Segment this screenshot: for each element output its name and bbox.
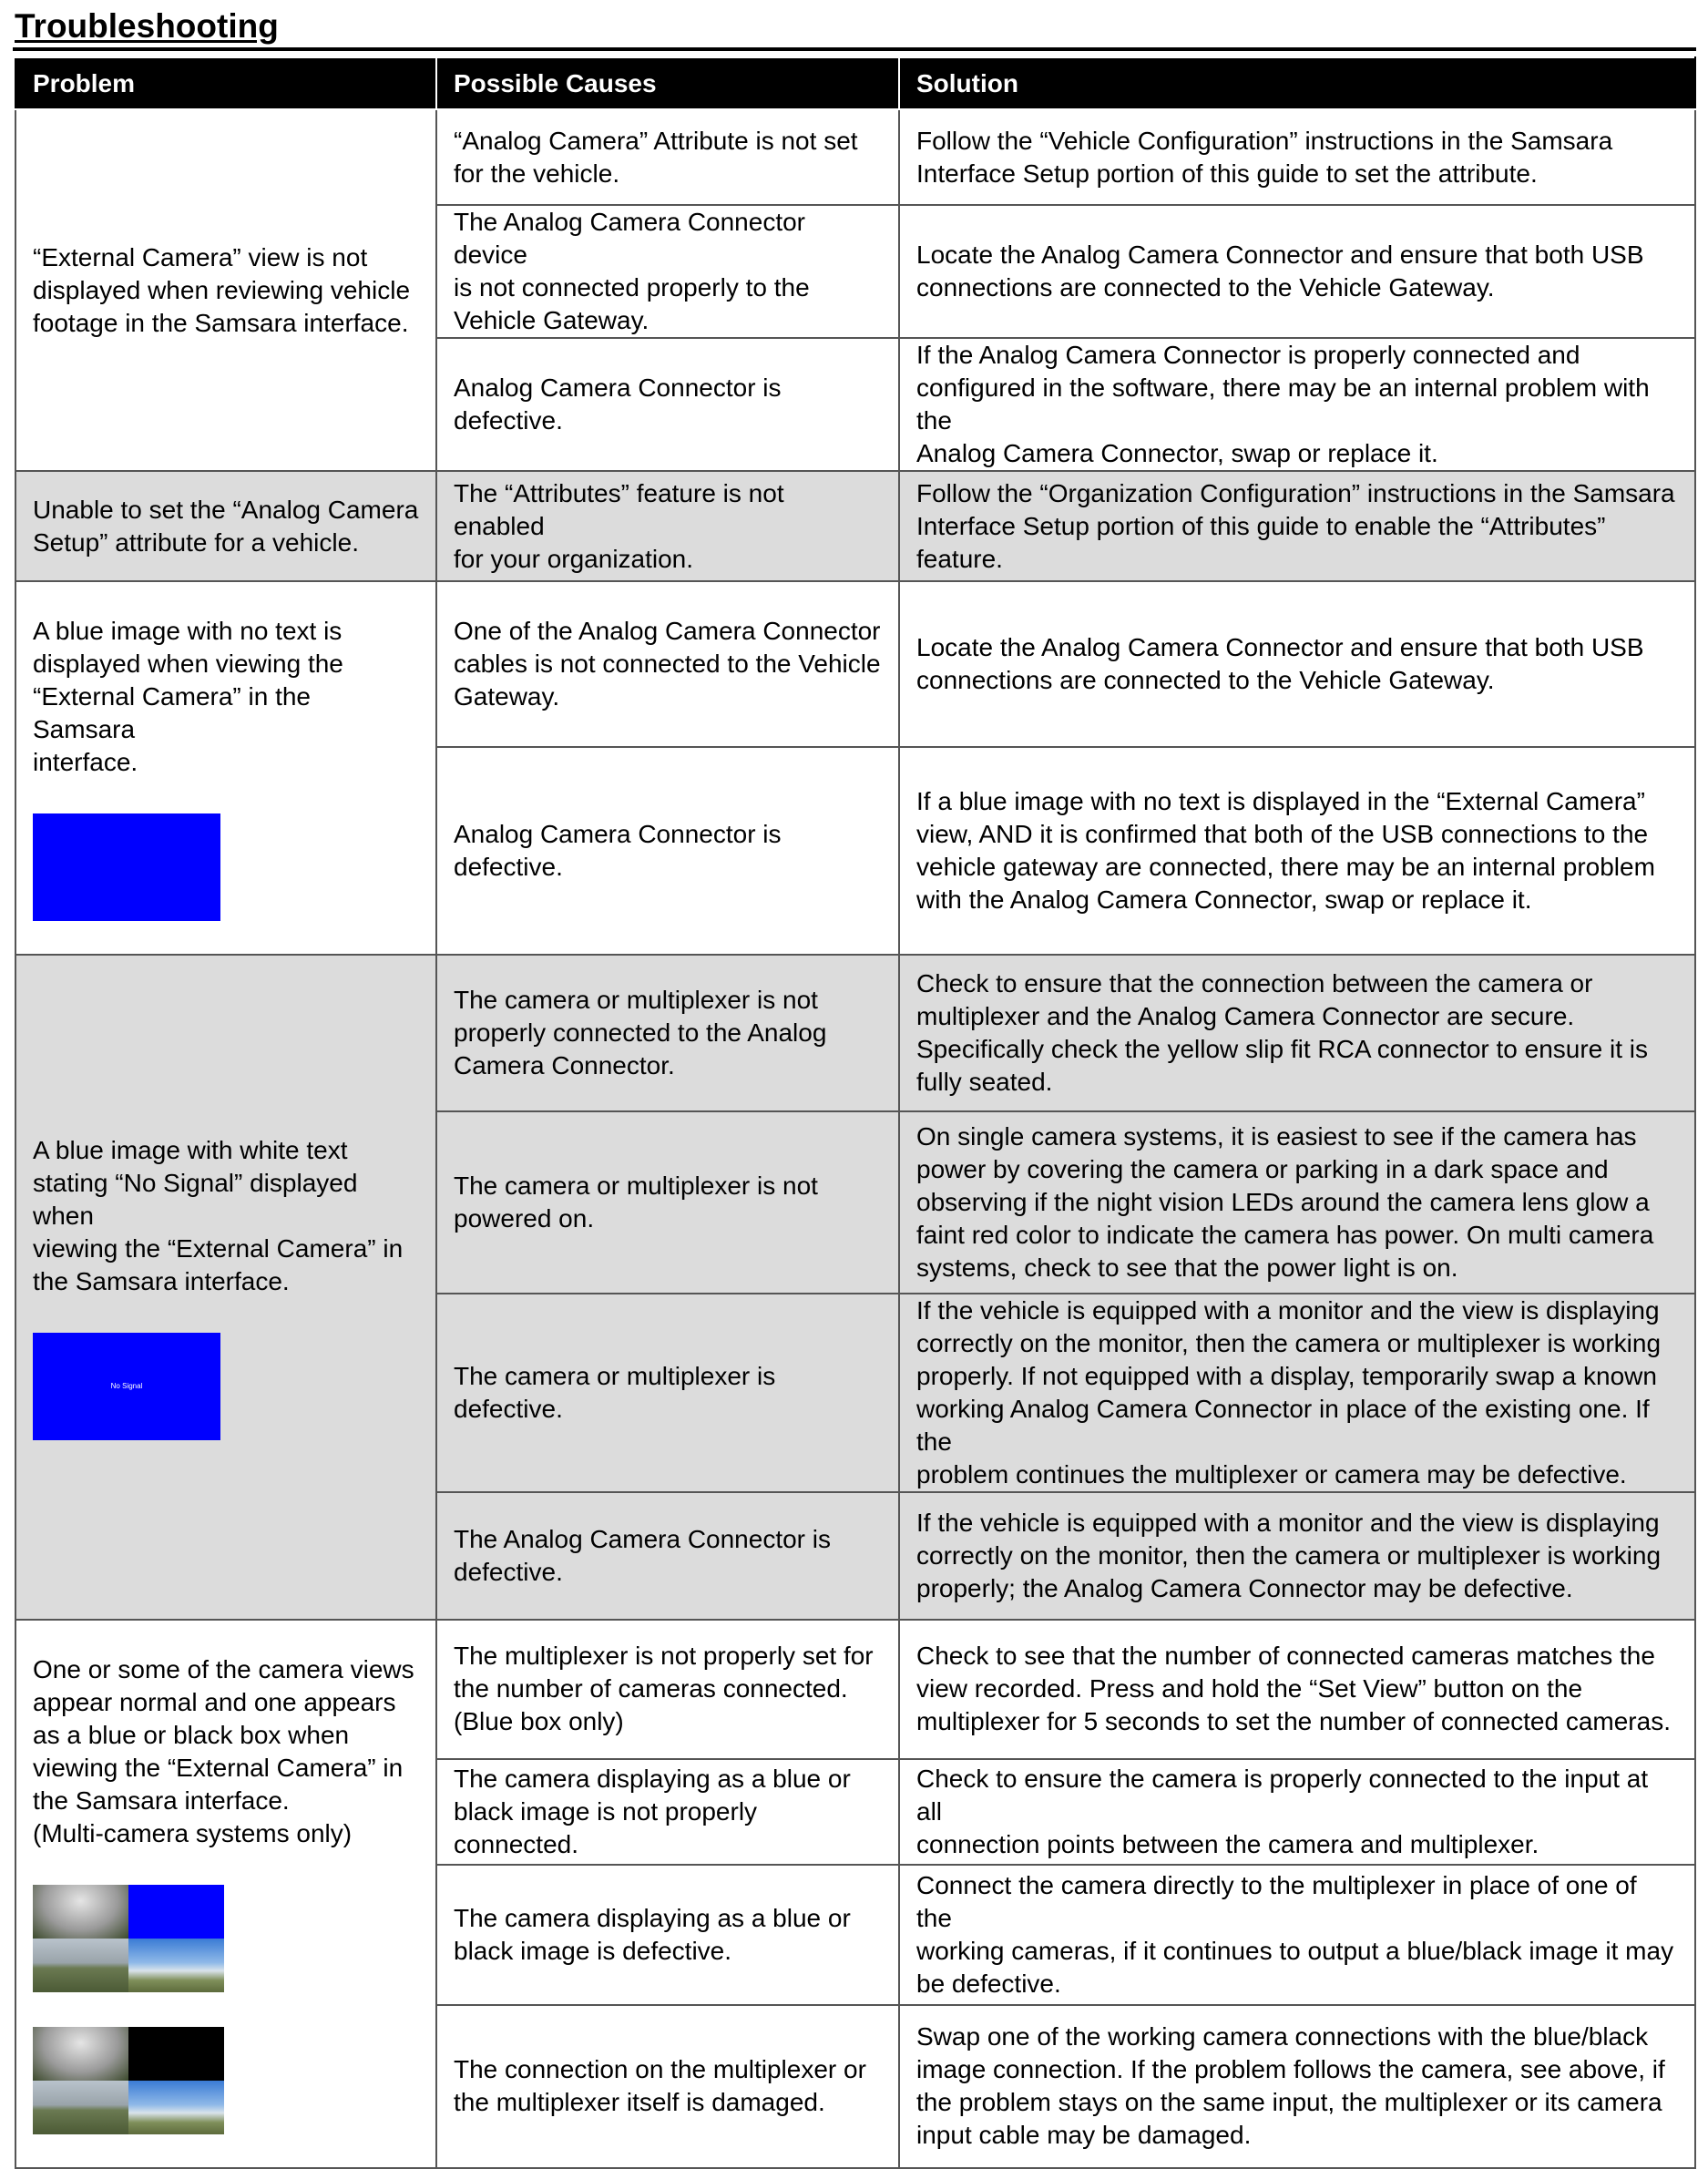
cause-cell: The multiplexer is not properly set for the number of cameras connected. (Blue box only)	[436, 1620, 899, 1759]
page-title: Troubleshooting	[15, 7, 279, 45]
cause-cell: The “Attributes” feature is not enabled for your organization.	[436, 471, 899, 581]
no-signal-text: No Signal	[110, 1382, 143, 1390]
problem-text: A blue image with no text is displayed when viewing the “External Camera” in the Samsara interface.	[33, 617, 343, 776]
problem-cell	[15, 1620, 436, 2168]
table-row	[15, 109, 1695, 205]
cause-cell: “Analog Camera” Attribute is not set for the vehicle.	[436, 109, 899, 205]
solution-cell: If the vehicle is equipped with a monitor and the view is displaying correctly on the monitor, then the camera or multiplexer is working properly. If not equipped with a display, temporarily swap a known working Analog Camera Connector in place of the existing one. If the problem continues the multiplexer or camera may be defective.	[899, 1294, 1695, 1492]
table-header-row	[15, 57, 1695, 109]
table-row	[15, 581, 1695, 747]
problem-cell	[15, 109, 436, 471]
cause-cell: Analog Camera Connector is defective.	[436, 747, 899, 955]
problem-cell	[15, 955, 436, 1620]
problem-cell: Unable to set the “Analog Camera Setup” attribute for a vehicle.	[15, 471, 436, 581]
cause-cell: The camera displaying as a blue or black image is not properly connected.	[436, 1759, 899, 1865]
solution-cell: If the vehicle is equipped with a monitor and the view is displaying correctly on the monitor, then the camera or multiplexer is working properly; the Analog Camera Connector may be defective.	[899, 1492, 1695, 1620]
cause-cell: The Analog Camera Connector is defective.	[436, 1492, 899, 1620]
multi-camera-blue-image	[33, 1885, 224, 1992]
cause-cell: The camera or multiplexer is not powered on.	[436, 1111, 899, 1294]
problem-cell	[15, 581, 436, 955]
camera-view-quadrant	[128, 1939, 224, 1992]
solution-cell: Locate the Analog Camera Connector and ensure that both USB connections are connected to the Vehicle Gateway.	[899, 581, 1695, 747]
troubleshooting-table	[15, 56, 1696, 2169]
solution-cell: Check to ensure that the connection between the camera or multiplexer and the Analog Camera Connector are secure. Specifically check the yellow slip fit RCA connector to ensure it is fully seated.	[899, 955, 1695, 1111]
problem-text: A blue image with white text stating “No Signal” displayed when viewing the “External Camera” in the Samsara interface.	[33, 1136, 404, 1295]
camera-view-quadrant	[33, 1939, 128, 1992]
solution-cell: On single camera systems, it is easiest to see if the camera has power by covering the camera or parking in a dark space and observing if the night vision LEDs around the camera lens glow a faint red color to indicate the camera has power. On multi camera systems, check to see that the power light is on.	[899, 1111, 1695, 1294]
header-causes: Possible Causes	[436, 57, 899, 109]
problem-text: One or some of the camera views appear normal and one appears as a blue or black box when viewing the “External Camera” in the Samsara interface. (Multi-camera systems only)	[33, 1655, 414, 1847]
camera-view-quadrant	[33, 2081, 128, 2134]
solution-cell: Check to ensure the camera is properly connected to the input at all connection points between the camera and multiplexer.	[899, 1759, 1695, 1865]
cause-cell: The connection on the multiplexer or the multiplexer itself is damaged.	[436, 2005, 899, 2168]
no-signal-image	[33, 1333, 220, 1440]
cause-cell: The camera displaying as a blue or black image is defective.	[436, 1865, 899, 2005]
blue-box-quadrant	[128, 1885, 224, 1939]
camera-view-quadrant	[33, 1885, 128, 1939]
solution-cell: If the Analog Camera Connector is properly connected and configured in the software, there may be an internal problem with the Analog Camera Connector, swap or replace it.	[899, 338, 1695, 471]
title-rule	[13, 47, 1696, 51]
table-row	[15, 955, 1695, 1111]
black-box-quadrant	[128, 2027, 224, 2081]
cause-cell: Analog Camera Connector is defective.	[436, 338, 899, 471]
cause-cell: The camera or multiplexer is defective.	[436, 1294, 899, 1492]
solution-cell: Swap one of the working camera connections with the blue/black image connection. If the problem follows the camera, see above, if the problem stays on the same input, the multiplexer or its camera input cable may be damaged.	[899, 2005, 1695, 2168]
cause-cell: The camera or multiplexer is not properly connected to the Analog Camera Connector.	[436, 955, 899, 1111]
cause-cell: The Analog Camera Connector device is not connected properly to the Vehicle Gateway.	[436, 205, 899, 338]
solution-cell: If a blue image with no text is displayed in the “External Camera” view, AND it is confirmed that both of the USB connections to the vehicle gateway are connected, there may be an internal problem with the Analog Camera Connector, swap or replace it.	[899, 747, 1695, 955]
solution-cell: Connect the camera directly to the multiplexer in place of one of the working cameras, if it continues to output a blue/black image it may be defective.	[899, 1865, 1695, 2005]
camera-view-quadrant	[128, 2081, 224, 2134]
table-row	[15, 471, 1695, 581]
header-problem: Problem	[15, 57, 436, 109]
solution-cell: Check to see that the number of connected cameras matches the view recorded. Press and hold the “Set View” button on the multiplexer for 5 seconds to set the number of connected cameras.	[899, 1620, 1695, 1759]
solution-cell: Locate the Analog Camera Connector and ensure that both USB connections are connected to the Vehicle Gateway.	[899, 205, 1695, 338]
multi-camera-black-image	[33, 2027, 224, 2134]
solution-cell: Follow the “Vehicle Configuration” instructions in the Samsara Interface Setup portion of this guide to set the attribute.	[899, 109, 1695, 205]
solution-cell: Follow the “Organization Configuration” instructions in the Samsara Interface Setup portion of this guide to enable the “Attributes” feature.	[899, 471, 1695, 581]
cause-cell: One of the Analog Camera Connector cables is not connected to the Vehicle Gateway.	[436, 581, 899, 747]
table-row	[15, 1620, 1695, 1759]
camera-view-quadrant	[33, 2027, 128, 2081]
problem-text: “External Camera” view is not displayed when reviewing vehicle footage in the Samsara interface.	[33, 242, 411, 337]
header-solution: Solution	[899, 57, 1695, 109]
blue-screen-image	[33, 813, 220, 921]
